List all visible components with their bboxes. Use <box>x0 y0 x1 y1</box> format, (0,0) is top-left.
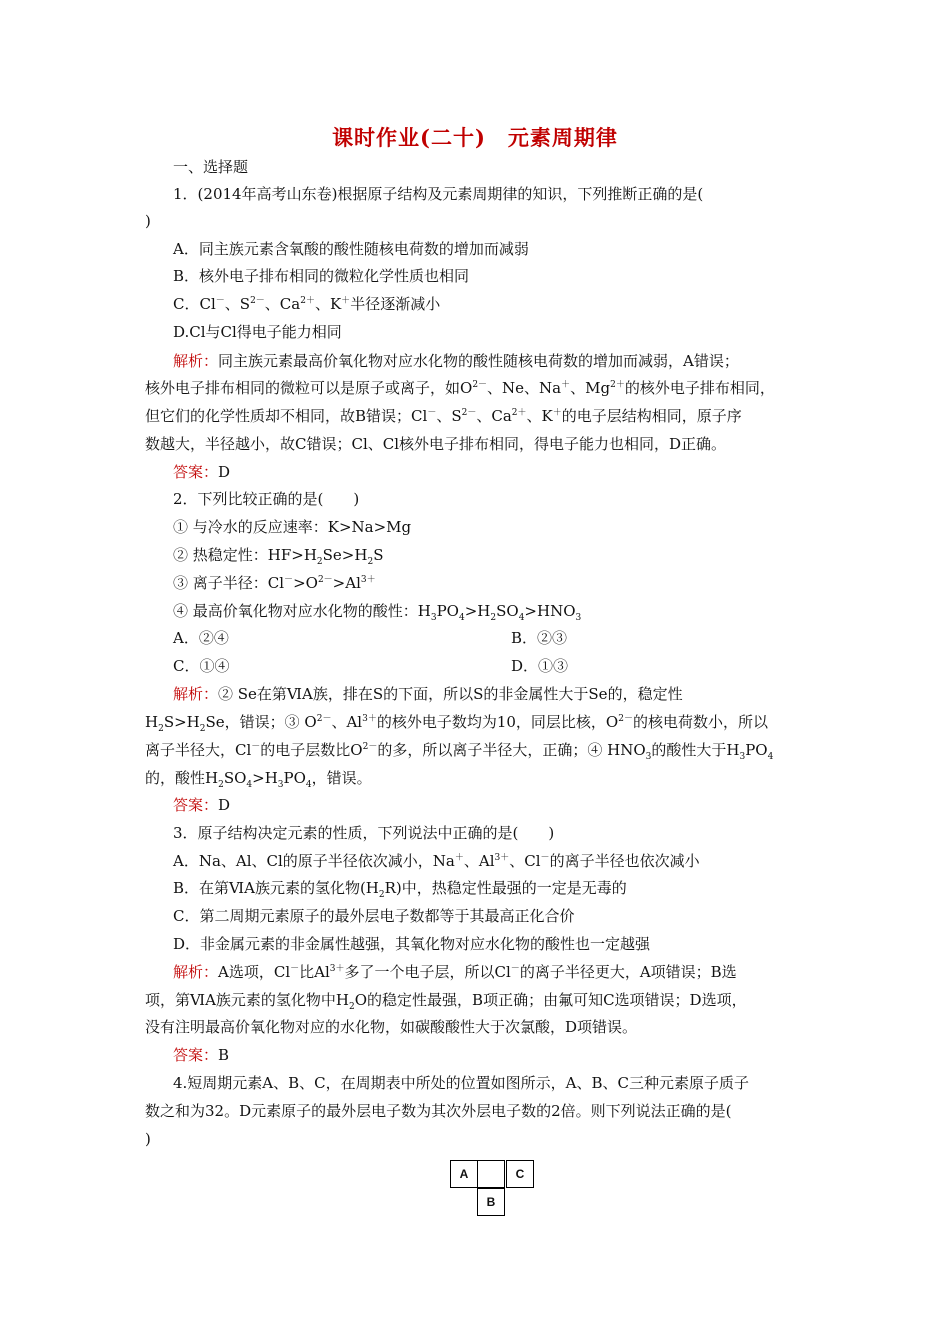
q3-option-b: B．在第ⅥA族元素的氢化物$(H_2R)$中，热稳定性最强的一定是无毒的 <box>173 879 627 900</box>
q2-analysis-2: $H_2S>H_2Se$，错误；③ $O^{2-}$、$Al^{3+}$的核外电子数均为10，同层比核，$O^{2-}$的核电荷数小，所以 <box>145 713 768 734</box>
cell-c: C <box>506 1160 534 1188</box>
q2-option-d: D．①③ <box>511 657 569 675</box>
q4-stem-2: 数之和为32。D元素原子的最外层电子数为其次外层电子数的2倍。则下列说法正确的是( <box>145 1102 732 1120</box>
q3-option-c: C．第二周期元素原子的最外层电子数都等于其最高正化合价 <box>173 907 575 925</box>
cell-b: B <box>477 1188 505 1216</box>
q3-analysis-3: 没有注明最高价氧化物对应的水化物，如碳酸酸性大于次氯酸，D项错误。 <box>145 1018 638 1036</box>
section-heading: 一、选择题 <box>173 158 249 176</box>
periodic-table-figure <box>450 1160 540 1218</box>
q2-answer: 答案：D <box>173 796 231 814</box>
q2-item-4: ④ 最高价氧化物对应水化物的酸性：$H_3PO_4>H_2SO_4>HNO_3$ <box>173 602 582 623</box>
q3-analysis-2: 项，第ⅥA族元素的氢化物中$H_2O$的稳定性最强，B项正确；由氟可知C选项错误；D选项， <box>145 991 747 1012</box>
q1-analysis-4: 数越大，半径越小，故C错误；Cl、Cl核外电子排布相同，得电子能力也相同，D正确。 <box>145 435 727 453</box>
q3-answer: 答案：B <box>173 1046 230 1064</box>
q1-analysis-2: 核外电子排布相同的微粒可以是原子或离子，如$O^{2-}$、Ne、Na＋、$Mg^{2+}$的核外电子排布相同， <box>145 379 775 397</box>
q4-stem-3: ) <box>145 1130 151 1148</box>
q2-analysis-3: 离子半径大，Cl－的电子层数比$O^{2-}$的多，所以离子半径大，正确；④ $HNO_3$的酸性大于$H_3PO_4$ <box>145 741 774 762</box>
cell-a: A <box>450 1160 478 1188</box>
q2-item-3: ③ 离子半径：$Cl^->O^{2-}>Al^{3+}$ <box>173 574 376 592</box>
cell-empty <box>477 1160 505 1188</box>
q1-answer: 答案：D <box>173 463 231 481</box>
q3-stem: 3．原子结构决定元素的性质，下列说法中正确的是( ) <box>173 824 555 842</box>
q2-analysis-4: 的，酸性$H_2SO_4>H_3PO_4$，错误。 <box>145 769 372 790</box>
q2-option-a: A．②④ <box>173 629 229 647</box>
q2-analysis-1: 解析：② Se在第ⅥA族，排在S的下面，所以S的非金属性大于Se的，稳定性 <box>173 685 683 703</box>
q1-analysis-3: 但它们的化学性质却不相同，故B错误；Cl－、$S^{2-}$、$Ca^{2+}$、K＋的电子层结构相同，原子序 <box>145 407 742 425</box>
q3-option-d: D．非金属元素的非金属性越强，其氧化物对应水化物的酸性也一定越强 <box>173 935 651 953</box>
q2-item-2: ② 热稳定性：$HF>H_2Se>H_2S$ <box>173 546 384 567</box>
q3-option-a: A．Na、Al、Cl的原子半径依次减小，Na＋、$Al^{3+}$、Cl－的离子半径也依次减小 <box>173 852 700 870</box>
page-title: 课时作业(二十) 元素周期律 <box>332 125 618 150</box>
q1-option-c: C．Cl－、$S^{2-}$、$Ca^{2+}$、K＋半径逐渐减小 <box>173 295 441 313</box>
q3-analysis-1: 解析：A选项，Cl－比$Al^{3+}$多了一个电子层，所以Cl－的离子半径更大，A项错误；B选 <box>173 963 737 981</box>
q2-item-1: ① 与冷水的反应速率：K>Na>Mg <box>173 518 412 536</box>
q2-option-b: B．②③ <box>511 629 568 647</box>
q2-option-c: C．①④ <box>173 657 230 675</box>
q1-option-a: A．同主族元素含氧酸的酸性随核电荷数的增加而减弱 <box>173 240 529 258</box>
q2-stem: 2．下列比较正确的是( ) <box>173 490 360 508</box>
q1-stem: 1．(2014年高考山东卷)根据原子结构及元素周期律的知识，下列推断正确的是( <box>173 185 704 203</box>
q4-stem-1: 4.短周期元素A、B、C，在周期表中所处的位置如图所示，A、B、C三种元素原子质子 <box>173 1074 749 1092</box>
q1-option-d: D.Cl与Cl得电子能力相同 <box>173 323 342 341</box>
q1-stem-end: ) <box>145 212 151 230</box>
q1-analysis-1: 解析：同主族元素最高价氧化物对应水化物的酸性随核电荷数的增加而减弱，A错误； <box>173 352 739 370</box>
q1-option-b: B．核外电子排布相同的微粒化学性质也相同 <box>173 267 470 285</box>
